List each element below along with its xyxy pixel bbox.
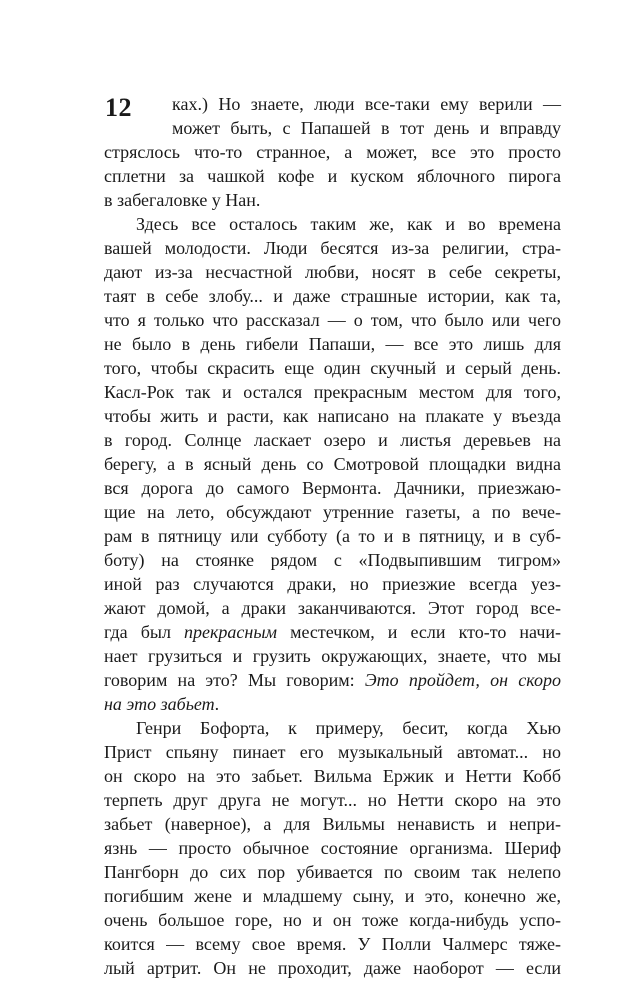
text-line: очень большое горе, но и он тоже когда-нибудь успо- bbox=[104, 910, 561, 930]
text-line: коится — всему свое время. У Полли Чалмерс тяже- bbox=[104, 934, 561, 954]
text-line: жают домой, а драки заканчиваются. Этот город все- bbox=[104, 598, 561, 618]
text-line: нает грузиться и грузить окружающих, знаете, что мы bbox=[104, 646, 561, 666]
text-line: терпеть друг друга не могут... но Нетти скоро на это bbox=[104, 790, 561, 810]
text-line: того, чтобы скрасить еще один скучный и серый день. bbox=[104, 358, 561, 378]
text-line: Пангборн до сих пор убивается по своим так нелепо bbox=[104, 862, 561, 882]
text-line: вашей молодости. Люди бесятся из-за религии, стра- bbox=[104, 238, 561, 258]
text-line: может быть, с Папашей в тот день и вправду bbox=[172, 118, 561, 138]
text-run: говорим на это? Мы говорим: bbox=[104, 670, 365, 690]
text-line: лый артрит. Он не проходит, даже наоборот — если bbox=[104, 958, 561, 978]
text-run: местечком, и если кто-то начи- bbox=[277, 622, 561, 642]
text-line: погибшим жене и младшему сыну, и это, конечно же, bbox=[104, 886, 561, 906]
italic-run: прекрасным bbox=[184, 622, 278, 642]
text-line: сплетни за чашкой кофе и куском яблочного пирога bbox=[104, 166, 561, 186]
text-run: . bbox=[214, 694, 220, 714]
text-line: в забегаловке у Нан. bbox=[104, 190, 261, 210]
text-line bbox=[104, 668, 561, 692]
text-line: ках.) Но знаете, люди все-таки ему верили — bbox=[172, 94, 561, 114]
text-line: что я только что рассказал — о том, что было или чего bbox=[104, 310, 561, 330]
text-line: Генри Бофорта, к примеру, бесит, когда Хью bbox=[136, 718, 561, 738]
text-line: не было в день гибели Папаши, — все это лишь для bbox=[104, 334, 561, 354]
text-run: гда был bbox=[104, 622, 184, 642]
text-line: Здесь все осталось таким же, как и во времена bbox=[136, 214, 561, 234]
text-line bbox=[104, 620, 561, 644]
text-line: таят в себе злобу... и даже страшные истории, как та, bbox=[104, 286, 561, 306]
text-line: он скоро на это забьет. Вильма Ержик и Нетти Кобб bbox=[104, 766, 561, 786]
italic-run: Это пройдет, он скоро bbox=[364, 670, 561, 690]
italic-run: на это забьет bbox=[104, 694, 215, 714]
text-line bbox=[104, 692, 561, 716]
page-number: 12 bbox=[105, 93, 132, 122]
text-line: Касл-Рок так и остался прекрасным местом для того, bbox=[104, 382, 561, 402]
text-line: боту) на стоянке рядом с «Подвыпившим тигром» bbox=[104, 550, 561, 570]
text-line: стряслось что-то странное, а может, все это просто bbox=[104, 142, 561, 162]
text-line: щие на лето, обсуждают утренние газеты, а по вече- bbox=[104, 502, 561, 522]
text-line: в город. Солнце ласкает озеро и листья деревьев на bbox=[104, 430, 561, 450]
text-line: берегу, а в ясный день со Смотровой площадки видна bbox=[104, 454, 561, 474]
text-line: забьет (наверное), а для Вильмы ненависть и непри- bbox=[104, 814, 561, 834]
text-line: язнь — просто обычное состояние организма. Шериф bbox=[104, 838, 561, 858]
text-line: Прист спьяну пинает его музыкальный автомат... но bbox=[104, 742, 561, 762]
text-line: иной раз случаются драки, но приезжие всегда уез- bbox=[104, 574, 561, 594]
text-line: рам в пятницу или субботу (а то и в пятницу, и в суб- bbox=[104, 526, 561, 546]
text-line: вся дорога до самого Вермонта. Дачники, приезжаю- bbox=[104, 478, 561, 498]
text-line: чтобы жить и расти, как написано на плакате у въезда bbox=[104, 406, 561, 426]
text-line: дают из-за несчастной любви, носят в себе секреты, bbox=[104, 262, 561, 282]
